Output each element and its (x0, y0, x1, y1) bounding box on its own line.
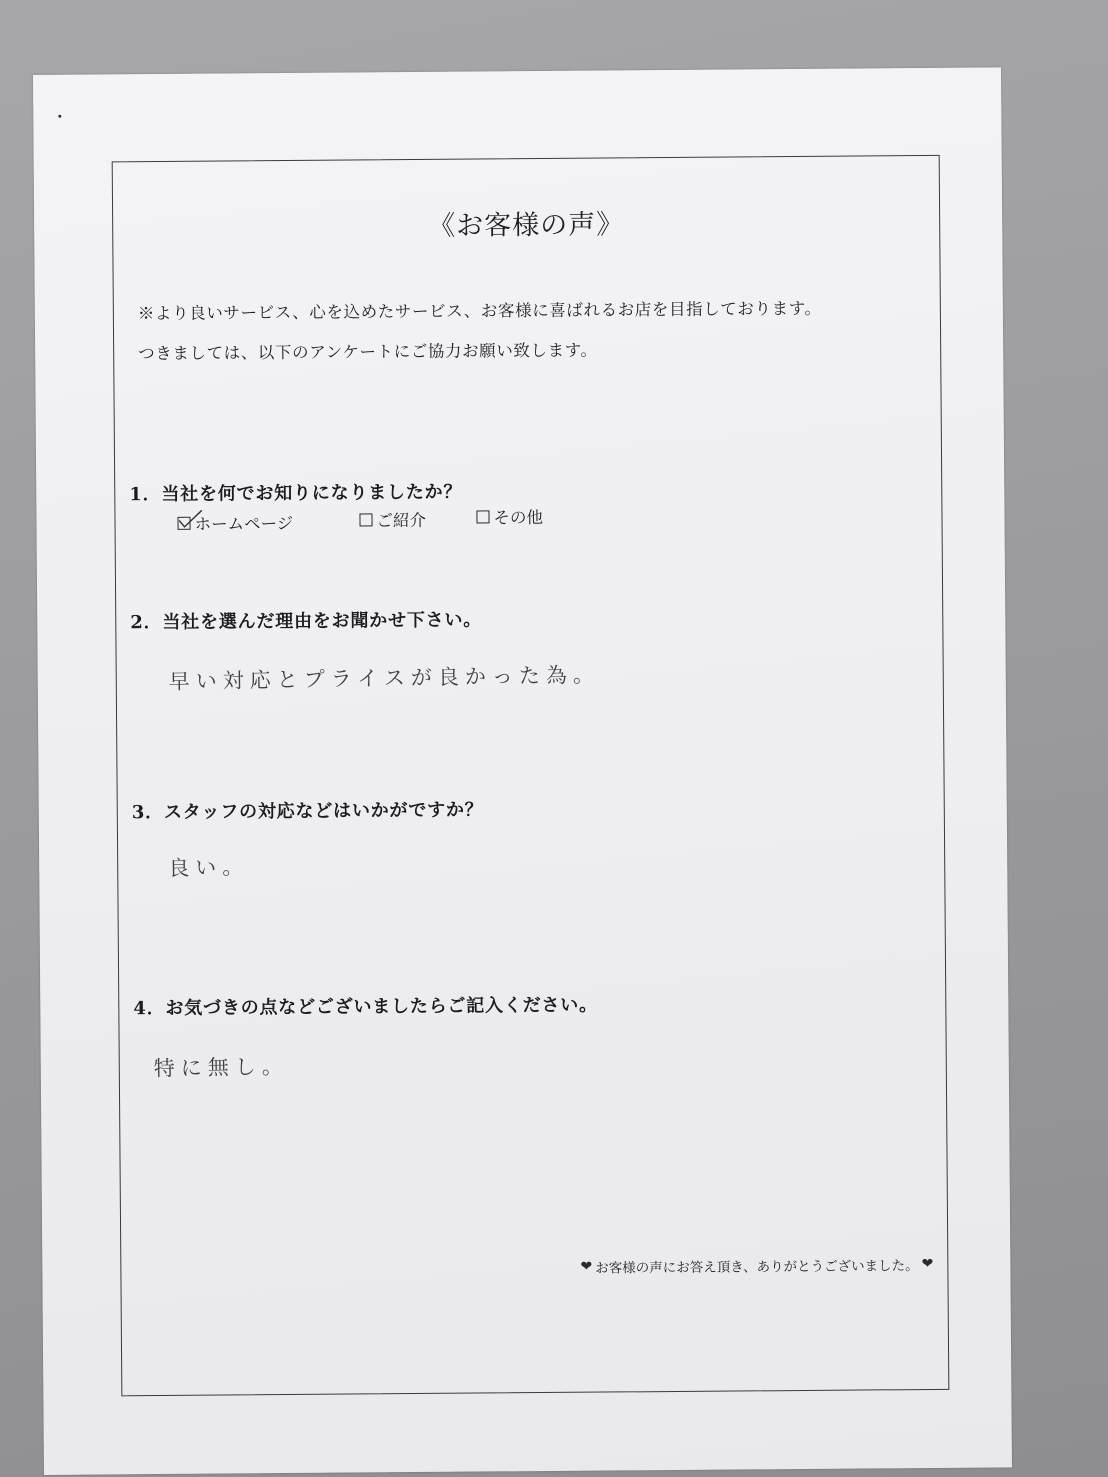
option-homepage[interactable] (177, 510, 293, 535)
thanks-text: お客様の声にお答え頂き、ありがとうございました。 (595, 1258, 919, 1277)
intro-line-2: つきましては、以下のアンケートにご協力お願い致します。 (138, 340, 598, 364)
question-3: 3．スタッフの対応などはいかがですか？ (131, 799, 484, 824)
checkbox-referral[interactable] (359, 513, 372, 526)
checkmark-icon (177, 508, 203, 530)
question-2: 2．当社を選んだ理由をお聞かせ下さい。 (130, 609, 483, 634)
form-title: 《お客様の声》 (428, 209, 625, 242)
answer-4-handwritten: 特に無し。 (153, 1054, 289, 1081)
option-label-referral: ご紹介 (376, 510, 427, 531)
answer-3-handwritten: 良い。 (168, 854, 250, 881)
option-label-homepage: ホームページ (194, 513, 294, 534)
option-label-other: その他 (493, 508, 544, 528)
question-1: 1．当社を何でお知りになりましたか？ (129, 481, 463, 506)
paper-speck (58, 115, 61, 118)
heart-icon: ❤ (580, 1258, 593, 1275)
survey-sheet (33, 67, 1012, 1475)
option-referral[interactable] (359, 507, 426, 532)
intro-line-1: ※より良いサービス、心を込めたサービス、お客様に喜ばれるお店を目指しております。 (137, 298, 822, 324)
heart-icon: ❤ (921, 1255, 934, 1273)
checkbox-homepage[interactable] (177, 516, 190, 529)
question-4: 4．お気づきの点などございましたらご記入ください。 (133, 994, 598, 1020)
option-other[interactable] (476, 504, 543, 529)
form-frame (112, 155, 950, 1396)
thanks-note (580, 1254, 933, 1277)
answer-2-handwritten: 早い対応とプライスが良かった為。 (168, 662, 601, 694)
checkbox-other[interactable] (476, 510, 489, 523)
